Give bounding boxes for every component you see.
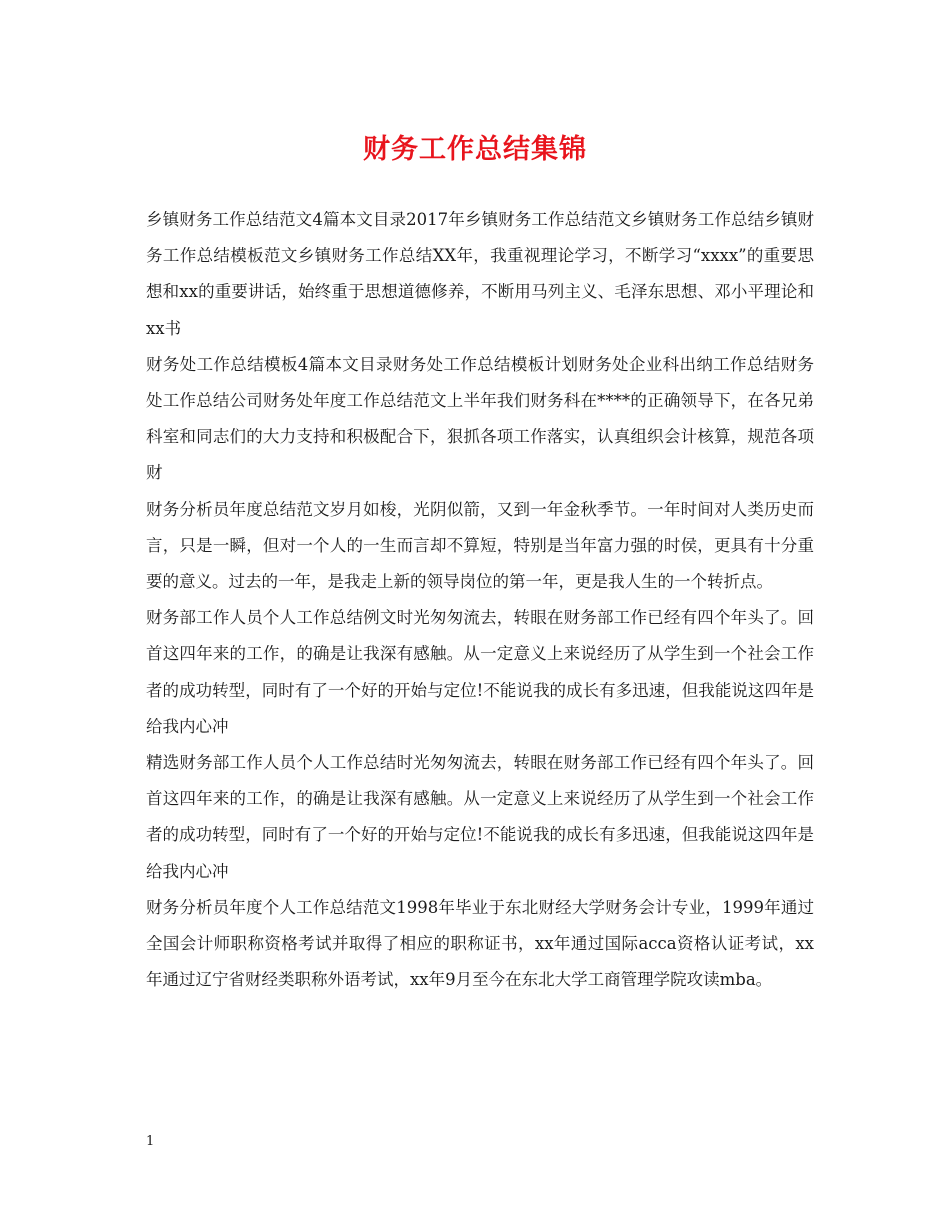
page-number: 1 [146, 1134, 155, 1149]
paragraph-6: 财务分析员年度个人工作总结范文1998年毕业于东北财经大学财务会计专业，1999年通过全国会计师职称资格考试并取得了相应的职称证书，xx年通过国际acca资格认证考试，xx年通过辽宁省财经类职称外语考试，xx年9月至今在东北大学工商管理学院攻读mba。 [146, 897, 814, 990]
document-body [146, 202, 814, 998]
paragraph-1: 乡镇财务工作总结范文4篇本文目录2017年乡镇财务工作总结范文乡镇财务工作总结乡镇财务工作总结模板范文乡镇财务工作总结XX年，我重视理论学习，不断学习“xxxx”的重要思想和xx的重要讲话，始终重于思想道德修养，不断用马列主义、毛泽东思想、邓小平理论和xx书 [146, 210, 814, 338]
document-title: 财务工作总结集锦 [363, 134, 587, 165]
paragraph-5: 精选财务部工作人员个人工作总结时光匆匆流去，转眼在财务部工作已经有四个年头了。回首这四年来的工作，的确是让我深有感触。从一定意义上来说经历了从学生到一个社会工作者的成功转型，同时有了一个好的开始与定位!不能说我的成长有多迅速，但我能说这四年是给我内心冲 [146, 753, 814, 881]
paragraph-2: 财务处工作总结模板4篇本文目录财务处工作总结模板计划财务处企业科出纳工作总结财务处工作总结公司财务处年度工作总结范文上半年我们财务科在****的正确领导下，在各兄弟科室和同志们的大力支持和积极配合下，狠抓各项工作落实，认真组织会计核算，规范各项财 [146, 354, 814, 483]
paragraph-3: 财务分析员年度总结范文岁月如梭，光阴似箭，又到一年金秋季节。一年时间对人类历史而言，只是一瞬，但对一个人的一生而言却不算短，特别是当年富力强的时侯，更具有十分重要的意义。过去的一年，是我走上新的领导岗位的第一年，更是我人生的一个转折点。 [146, 499, 814, 592]
paragraph-4: 财务部工作人员个人工作总结例文时光匆匆流去，转眼在财务部工作已经有四个年头了。回首这四年来的工作，的确是让我深有感触。从一定意义上来说经历了从学生到一个社会工作者的成功转型，同时有了一个好的开始与定位!不能说我的成长有多迅速，但我能说这四年是给我内心冲 [146, 608, 814, 736]
